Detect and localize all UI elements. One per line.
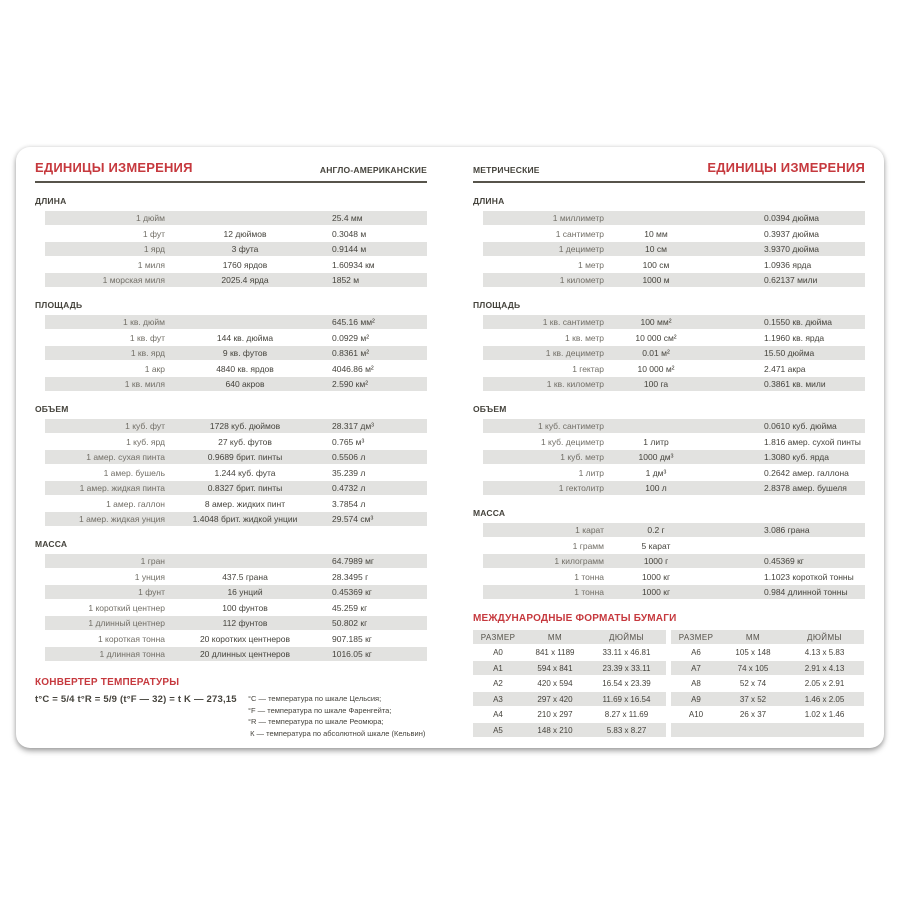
table-cell: 28.3495 г — [332, 571, 369, 582]
table-cell: 1 дюйм — [135, 213, 165, 223]
table-cell: 645.16 мм² — [332, 317, 375, 327]
table-cell: РАЗМЕР — [678, 632, 714, 642]
table-cell: 1 короткая тонна — [97, 633, 165, 644]
table-cell: 5 карат — [641, 540, 671, 551]
table-cell: 1 грамм — [572, 540, 604, 551]
table-row — [483, 450, 865, 464]
table-row — [45, 481, 427, 495]
table-cell: 1 короткий центнер — [88, 602, 165, 613]
section-title: ОБЪЕМ — [35, 404, 69, 414]
table-row — [45, 435, 427, 449]
table-cell: 16.54 x 23.39 — [602, 679, 651, 688]
table-cell: 3.9370 дюйма — [764, 244, 820, 254]
section-title: МАССА — [35, 539, 68, 549]
section-title: ОБЪЕМ — [473, 404, 507, 414]
table-cell: 907.185 кг — [332, 633, 372, 644]
table-cell: °R — температура по шкале Реомюра; — [248, 717, 384, 726]
table-cell: 1 унция — [134, 571, 165, 582]
table-cell: 1.4048 брит. жидкой унции — [192, 514, 298, 524]
table-row — [45, 632, 427, 646]
table-cell: 28.317 дм³ — [332, 421, 374, 431]
table-row — [473, 692, 666, 706]
mass-table — [45, 554, 427, 661]
table-cell: 594 x 841 — [537, 663, 573, 673]
table-cell: 74 x 105 — [737, 663, 769, 673]
section-title: МАССА — [473, 508, 506, 518]
volume-table — [45, 419, 427, 526]
table-row — [45, 512, 427, 526]
table-row — [671, 630, 864, 644]
section-length-left — [35, 196, 427, 287]
table-cell: A2 — [493, 679, 503, 688]
table-cell: 45.259 кг — [332, 602, 368, 613]
table-cell: 0.62137 мили — [764, 275, 818, 285]
table-cell: 0.0394 дюйма — [764, 213, 820, 223]
length-table — [45, 211, 427, 287]
table-cell: ММ — [745, 632, 761, 642]
table-row — [483, 539, 865, 553]
section-volume-left — [35, 404, 427, 526]
section-area-right — [473, 300, 865, 391]
table-cell: 1 амер. жидкая пинта — [79, 483, 165, 493]
table-row — [473, 646, 666, 660]
table-cell: 0.9144 м — [332, 244, 367, 254]
table-cell: 20 длинных центнеров — [199, 649, 291, 659]
table-row — [45, 450, 427, 464]
table-cell: К — температура по абсолютной шкале (Кельвин) — [248, 728, 426, 738]
table-row — [483, 227, 865, 241]
table-cell: 0.5506 л — [332, 452, 366, 462]
table-cell: 1 длинная тонна — [99, 649, 165, 659]
table-cell: A4 — [493, 710, 503, 719]
table-cell: 1 миллиметр — [552, 213, 604, 223]
table-cell: 26 x 37 — [739, 710, 767, 719]
table-cell: 1000 кг — [641, 571, 671, 582]
table-row — [483, 362, 865, 376]
table-cell: 1 куб. фут — [125, 421, 165, 431]
table-cell: РАЗМЕР — [480, 632, 516, 642]
table-cell: 2.91 x 4.13 — [804, 663, 845, 673]
table-cell: 1 кв. километр — [546, 379, 604, 389]
table-cell: 10 000 см² — [635, 332, 677, 343]
table-row — [483, 258, 865, 272]
section-mass-left — [35, 539, 427, 661]
table-cell: 1 дециметр — [558, 244, 604, 254]
table-cell: 1 морская миля — [102, 275, 165, 285]
table-cell: 640 акров — [225, 379, 265, 389]
table-row — [671, 723, 864, 737]
table-cell: A8 — [691, 679, 701, 688]
table-cell: 15.50 дюйма — [764, 348, 815, 358]
table-cell: A6 — [691, 648, 701, 657]
table-row — [45, 273, 427, 287]
table-cell: 1 литр — [578, 467, 604, 478]
table-cell: 10 000 м² — [637, 363, 675, 374]
table-cell: 0.3937 дюйма — [764, 228, 820, 239]
table-cell: 100 мм² — [640, 317, 672, 327]
table-cell: A10 — [688, 710, 704, 719]
note-line — [248, 694, 425, 706]
table-cell: A7 — [691, 663, 701, 673]
temperature-title: КОНВЕРТЕР ТЕМПЕРАТУРЫ — [35, 677, 180, 688]
table-cell: 52 x 74 — [739, 679, 767, 688]
area-table — [45, 315, 427, 391]
table-row — [45, 377, 427, 391]
table-cell: 841 x 1189 — [535, 648, 575, 657]
area-table — [483, 315, 865, 391]
paper-formats — [473, 613, 865, 739]
table-cell: 1 кв. дюйм — [123, 317, 165, 327]
table-row — [45, 497, 427, 511]
table-cell: 1 кв. ярд — [130, 348, 165, 358]
table-row — [45, 616, 427, 630]
table-cell: 3 фута — [231, 244, 259, 254]
table-cell: 8 амер. жидких пинт — [204, 498, 286, 509]
table-cell: 1852 м — [332, 275, 360, 285]
table-cell: 0.8327 брит. пинты — [207, 483, 283, 493]
table-row — [473, 661, 666, 675]
table-row — [483, 346, 865, 360]
table-cell: 1 куб. сантиметр — [537, 421, 604, 431]
table-row — [483, 523, 865, 537]
table-cell: 1 амер. галлон — [106, 498, 165, 509]
table-row — [483, 315, 865, 329]
table-row — [671, 692, 864, 706]
table-cell: 1 куб. ярд — [126, 436, 165, 447]
table-cell: ДЮЙМЫ — [609, 632, 644, 642]
table-cell: 35.239 л — [332, 467, 366, 478]
table-cell: 0.9689 брит. пинты — [207, 452, 283, 462]
planner-spread — [16, 147, 884, 748]
table-cell: 8.27 x 11.69 — [604, 710, 649, 719]
table-cell: 148 x 210 — [537, 725, 573, 735]
table-cell: 1 сантиметр — [555, 228, 604, 239]
temperature-formula: t°C = 5/4 t°R = 5/9 (t°F — 32) = t K — 273,15 — [35, 694, 237, 705]
table-cell: A1 — [493, 663, 503, 673]
table-cell: 1000 кг — [641, 587, 671, 597]
table-cell: 4840 кв. ярдов — [216, 363, 274, 374]
table-cell: 1 дм³ — [645, 467, 667, 478]
table-cell: 1 карат — [575, 525, 604, 535]
table-cell: 1.60934 км — [332, 259, 375, 270]
table-cell: A5 — [493, 725, 503, 735]
left-page-header — [35, 160, 427, 183]
table-cell: 100 л — [645, 483, 667, 493]
section-title: ДЛИНА — [35, 196, 67, 206]
section-title: ПЛОЩАДЬ — [473, 300, 521, 310]
right-page — [473, 160, 865, 739]
table-cell: 1 километр — [559, 275, 604, 285]
table-cell: 437.5 грана — [222, 571, 268, 582]
table-cell: 0.4732 л — [332, 483, 366, 493]
table-cell: 105 x 148 — [735, 648, 771, 657]
table-cell: 1 ярд — [143, 244, 165, 254]
table-cell: A9 — [691, 694, 701, 704]
table-cell: 16 унций — [227, 587, 263, 597]
table-row — [473, 630, 666, 644]
temperature-content — [35, 694, 427, 740]
table-cell: 1.244 куб. фута — [214, 467, 276, 478]
table-cell: 1728 куб. дюймов — [209, 421, 281, 431]
left-page — [35, 160, 427, 740]
table-cell: 25.4 мм — [332, 213, 363, 223]
section-title: ПЛОЩАДЬ — [35, 300, 83, 310]
table-cell: 0.0610 куб. дюйма — [764, 421, 837, 431]
table-cell: 0.0929 м² — [332, 332, 370, 343]
table-row — [45, 601, 427, 615]
table-cell: 0.01 м² — [642, 348, 670, 358]
table-cell: 1 гектар — [572, 363, 604, 374]
table-cell: 37 x 52 — [739, 694, 767, 704]
page-subtitle: МЕТРИЧЕСКИЕ — [473, 165, 540, 175]
table-row — [483, 554, 865, 568]
table-row — [45, 346, 427, 360]
table-row — [45, 242, 427, 256]
note-line — [248, 729, 425, 741]
table-cell: 4046.86 м² — [332, 363, 374, 374]
table-cell: 3.086 грана — [764, 525, 810, 535]
table-cell: 9 кв. футов — [222, 348, 268, 358]
table-row — [483, 585, 865, 599]
table-row — [45, 315, 427, 329]
right-page-header — [473, 160, 865, 183]
table-cell: 2.8378 амер. бушеля — [764, 483, 847, 493]
table-cell: 4.13 x 5.83 — [804, 648, 845, 657]
table-cell: 1.816 амер. сухой пинты — [764, 436, 861, 447]
table-cell: 420 x 594 — [537, 679, 573, 688]
table-cell: 50.802 кг — [332, 618, 368, 628]
table-cell: 1 куб. метр — [560, 452, 604, 462]
table-cell: 297 x 420 — [537, 694, 573, 704]
table-cell: 1.0936 ярда — [764, 259, 812, 270]
section-volume-right — [473, 404, 865, 495]
table-cell: 0.45369 кг — [332, 587, 372, 597]
table-cell: 0.3048 м — [332, 228, 367, 239]
table-cell: A3 — [493, 694, 503, 704]
table-cell: 1.46 x 2.05 — [804, 694, 845, 704]
table-cell: 1 акр — [144, 363, 165, 374]
table-cell: 1 амер. сухая пинта — [86, 452, 165, 462]
table-row — [671, 708, 864, 722]
table-cell: 1 фунт — [138, 587, 165, 597]
table-cell: 1 кв. фут — [129, 332, 165, 343]
table-row — [45, 258, 427, 272]
table-row — [473, 723, 666, 737]
section-mass-right — [473, 508, 865, 599]
table-row — [671, 661, 864, 675]
temperature-converter — [35, 677, 427, 740]
paper-formats-title: МЕЖДУНАРОДНЫЕ ФОРМАТЫ БУМАГИ — [473, 613, 677, 624]
table-cell: 1000 м — [642, 275, 670, 285]
table-cell: 1 кв. сантиметр — [542, 317, 604, 327]
table-cell: 1 фут — [142, 228, 165, 239]
table-cell: 0.45369 кг — [764, 556, 804, 566]
table-cell: A0 — [493, 648, 503, 657]
table-cell: 1 гран — [140, 556, 165, 566]
table-cell: 1016.05 кг — [332, 649, 372, 659]
table-row — [483, 481, 865, 495]
table-row — [45, 570, 427, 584]
table-row — [671, 677, 864, 691]
table-row — [45, 554, 427, 568]
table-row — [45, 466, 427, 480]
table-cell: 1.3080 куб. ярда — [764, 452, 829, 462]
section-length-right — [473, 196, 865, 287]
table-cell: 1 литр — [643, 436, 669, 447]
table-cell: 29.574 см³ — [332, 514, 374, 524]
table-cell: 0.3861 кв. мили — [764, 379, 826, 389]
table-cell: 27 куб. футов — [218, 436, 272, 447]
table-cell: 2.05 x 2.91 — [804, 679, 845, 688]
table-cell: 1 кв. миля — [124, 379, 165, 389]
table-cell: 1000 г — [643, 556, 669, 566]
table-cell: 12 дюймов — [223, 228, 267, 239]
table-cell: 1.1023 короткой тонны — [764, 571, 854, 582]
table-cell: ДЮЙМЫ — [807, 632, 842, 642]
length-table — [483, 211, 865, 287]
table-cell: 1 миля — [137, 259, 165, 270]
table-row — [45, 585, 427, 599]
table-cell: 64.7989 мг — [332, 556, 375, 566]
table-cell: 1 длинный центнер — [88, 618, 165, 628]
table-cell: 1.02 x 1.46 — [804, 710, 845, 719]
paper-formats-tables — [473, 630, 865, 739]
table-cell: 100 см — [642, 259, 670, 270]
paper-table-a6-a10 — [671, 630, 864, 739]
table-cell: 1 амер. бушель — [103, 467, 165, 478]
table-row — [483, 419, 865, 433]
table-row — [45, 331, 427, 345]
table-cell: 23.39 x 33.11 — [602, 663, 651, 673]
paper-table-a0-a5 — [473, 630, 666, 739]
page-subtitle: АНГЛО-АМЕРИКАНСКИЕ — [319, 165, 427, 175]
table-cell: 1 гектолитр — [558, 483, 604, 493]
table-cell: 1760 ярдов — [222, 259, 268, 270]
table-cell: °C — температура по шкале Цельсия; — [248, 694, 382, 703]
mass-table — [483, 523, 865, 599]
table-cell: °F — температура по шкале Фаренгейта; — [248, 705, 392, 715]
table-cell: 0.2 г — [647, 525, 665, 535]
section-title: ДЛИНА — [473, 196, 505, 206]
table-cell: 112 фунтов — [222, 618, 268, 628]
table-row — [483, 211, 865, 225]
table-row — [483, 331, 865, 345]
table-row — [483, 273, 865, 287]
table-cell: 0.1550 кв. дюйма — [764, 317, 832, 327]
table-cell: 33.11 x 46.81 — [602, 648, 651, 657]
table-row — [45, 419, 427, 433]
table-cell: 10 см — [645, 244, 667, 254]
temperature-notes — [248, 694, 425, 740]
page-title: ЕДИНИЦЫ ИЗМЕРЕНИЯ — [35, 160, 193, 175]
table-cell: ММ — [547, 632, 563, 642]
table-cell: 2.471 акра — [764, 363, 806, 374]
page-title: ЕДИНИЦЫ ИЗМЕРЕНИЯ — [707, 160, 865, 175]
table-row — [483, 435, 865, 449]
note-line — [248, 706, 425, 718]
table-row — [483, 570, 865, 584]
table-cell: 0.8361 м² — [332, 348, 370, 358]
table-cell: 1 метр — [578, 259, 604, 270]
section-area-left — [35, 300, 427, 391]
table-cell: 0.984 длинной тонны — [764, 587, 848, 597]
table-cell: 2025.4 ярда — [221, 275, 269, 285]
table-row — [473, 708, 666, 722]
table-cell: 144 кв. дюйма — [216, 332, 274, 343]
table-cell: 1 килограмм — [554, 556, 604, 566]
table-cell: 1 амер. жидкая унция — [79, 514, 165, 524]
table-row — [483, 377, 865, 391]
table-row — [45, 647, 427, 661]
table-row — [45, 362, 427, 376]
table-cell: 1 куб. дециметр — [540, 436, 604, 447]
table-cell: 11.69 x 16.54 — [602, 694, 651, 704]
table-cell: 100 га — [643, 379, 669, 389]
table-cell: 0.765 м³ — [332, 436, 365, 447]
table-cell: 1 тонна — [574, 571, 604, 582]
table-cell: 5.83 x 8.27 — [606, 725, 647, 735]
table-row — [473, 677, 666, 691]
table-row — [671, 646, 864, 660]
table-row — [483, 242, 865, 256]
table-cell: 10 мм — [644, 228, 668, 239]
table-row — [45, 211, 427, 225]
table-cell: 100 фунтов — [222, 602, 268, 613]
table-cell: 2.590 км² — [332, 379, 369, 389]
table-row — [45, 227, 427, 241]
table-cell: 1 кв. метр — [565, 332, 604, 343]
note-line — [248, 717, 425, 729]
table-cell: 1.1960 кв. ярда — [764, 332, 825, 343]
table-row — [483, 466, 865, 480]
table-cell: 1 кв. дециметр — [545, 348, 604, 358]
volume-table — [483, 419, 865, 495]
table-cell: 210 x 297 — [537, 710, 573, 719]
table-cell: 20 коротких центнеров — [199, 633, 291, 644]
table-cell: 3.7854 л — [332, 498, 366, 509]
table-cell: 0.2642 амер. галлона — [764, 467, 849, 478]
table-cell: 1000 дм³ — [638, 452, 674, 462]
table-cell: 1 тонна — [574, 587, 604, 597]
